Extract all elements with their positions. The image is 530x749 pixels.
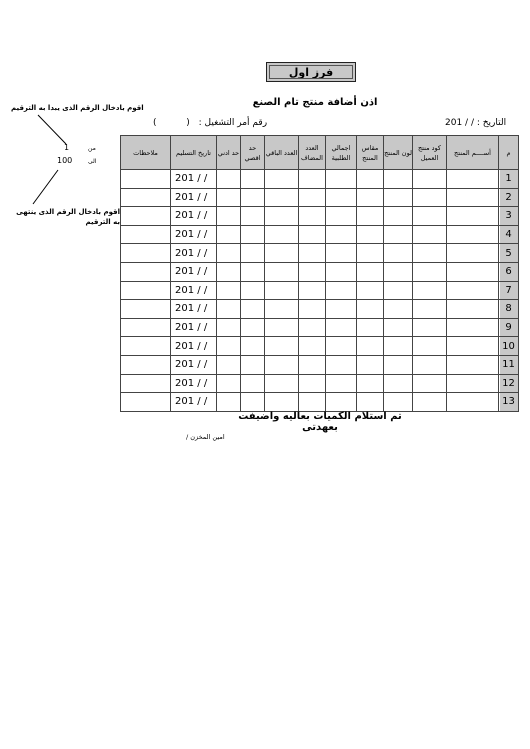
cell-color[interactable] [384,207,413,226]
cell-delivery-date[interactable]: 201 / / [171,318,217,337]
cell-notes[interactable] [121,393,171,412]
cell-delivery-date[interactable]: 201 / / [171,393,217,412]
form-title-box [266,62,356,82]
cell-added-qty[interactable] [299,225,326,244]
table-row [121,300,519,319]
cell-color[interactable] [384,337,413,356]
table-body [121,170,519,412]
cell-min-limit[interactable] [217,355,241,374]
cell-size[interactable] [357,207,384,226]
cell-total-qty[interactable] [326,225,357,244]
cell-total-qty[interactable] [326,207,357,226]
table-row [121,393,519,412]
cell-delivery-date[interactable]: 201 / / [171,337,217,356]
cell-product-name[interactable] [447,318,499,337]
table-row [121,337,519,356]
cell-delivery-date[interactable]: 201 / / [171,281,217,300]
table-header-row [121,136,519,170]
cell-total-qty[interactable] [326,318,357,337]
cell-max-limit[interactable] [241,207,265,226]
cell-min-limit[interactable] [217,207,241,226]
header-row-number: م [499,136,519,170]
cell-row-number: 13 [499,393,519,412]
from-value[interactable]: 1 [64,143,70,152]
cell-product-name[interactable] [447,207,499,226]
cell-client-code[interactable] [413,170,447,189]
cell-min-limit[interactable] [217,393,241,412]
cell-color[interactable] [384,262,413,281]
order-open-paren: ( [186,118,190,128]
order-number-title: رقم أمر التشغيل : [198,118,268,128]
cell-remaining[interactable] [265,355,299,374]
cell-added-qty[interactable] [299,244,326,263]
cell-added-qty[interactable] [299,393,326,412]
to-label: الى [88,158,97,165]
cell-added-qty[interactable] [299,318,326,337]
table-row [121,355,519,374]
cell-added-qty[interactable] [299,170,326,189]
table-row [121,374,519,393]
table-row [121,281,519,300]
cell-total-qty[interactable] [326,244,357,263]
storekeeper-signature: امين المخزن / [186,433,225,441]
cell-notes[interactable] [121,281,171,300]
cell-notes[interactable] [121,318,171,337]
cell-product-name[interactable] [447,355,499,374]
header-size: مقاس المنتج [357,136,384,170]
order-number-label [150,118,270,128]
from-label: من [88,145,96,152]
cell-total-qty[interactable] [326,300,357,319]
table-row [121,207,519,226]
cell-added-qty[interactable] [299,355,326,374]
cell-delivery-date[interactable]: 201 / / [171,262,217,281]
cell-product-name[interactable] [447,244,499,263]
cell-min-limit[interactable] [217,188,241,207]
cell-remaining[interactable] [265,170,299,189]
cell-max-limit[interactable] [241,300,265,319]
cell-notes[interactable] [121,207,171,226]
cell-remaining[interactable] [265,318,299,337]
cell-added-qty[interactable] [299,337,326,356]
cell-row-number: 5 [499,244,519,263]
cell-remaining[interactable] [265,262,299,281]
cell-size[interactable] [357,188,384,207]
cell-notes[interactable] [121,225,171,244]
form-heading: اذن أضافة منتج تام الصنع [252,97,378,108]
header-client-code: كود منتج العميل [413,136,447,170]
header-color: لون المنتج [384,136,413,170]
cell-row-number: 2 [499,188,519,207]
cell-max-limit[interactable] [241,262,265,281]
cell-color[interactable] [384,393,413,412]
cell-notes[interactable] [121,244,171,263]
cell-color[interactable] [384,188,413,207]
cell-size[interactable] [357,225,384,244]
cell-notes[interactable] [121,355,171,374]
cell-added-qty[interactable] [299,188,326,207]
cell-size[interactable] [357,281,384,300]
start-note-arrow [38,115,66,144]
cell-notes[interactable] [121,188,171,207]
cell-size[interactable] [357,170,384,189]
cell-notes[interactable] [121,170,171,189]
header-delivery-date: تاريخ التسليم [171,136,217,170]
cell-notes[interactable] [121,374,171,393]
cell-color[interactable] [384,318,413,337]
table-row [121,225,519,244]
cell-remaining[interactable] [265,188,299,207]
cell-min-limit[interactable] [217,170,241,189]
cell-client-code[interactable] [413,281,447,300]
cell-row-number: 4 [499,225,519,244]
cell-min-limit[interactable] [217,225,241,244]
cell-row-number: 12 [499,374,519,393]
cell-client-code[interactable] [413,374,447,393]
cell-total-qty[interactable] [326,374,357,393]
cell-row-number: 7 [499,281,519,300]
start-number-note: اقوم بادخال الرقم الذى يبدا به الترقيم [11,104,144,112]
cell-added-qty[interactable] [299,207,326,226]
cell-product-name[interactable] [447,393,499,412]
table-row [121,188,519,207]
header-total-qty: اجمالي الطلبية [326,136,357,170]
cell-client-code[interactable] [413,355,447,374]
table-row [121,318,519,337]
cell-remaining[interactable] [265,225,299,244]
cell-delivery-date[interactable]: 201 / / [171,188,217,207]
cell-client-code[interactable] [413,337,447,356]
cell-max-limit[interactable] [241,355,265,374]
cell-delivery-date[interactable]: 201 / / [171,207,217,226]
cell-size[interactable] [357,337,384,356]
annotation-arrows [0,0,130,230]
date-label: التاريخ : / / 201 [445,118,507,128]
cell-row-number: 3 [499,207,519,226]
cell-row-number: 11 [499,355,519,374]
cell-delivery-date[interactable]: 201 / / [171,374,217,393]
cell-size[interactable] [357,393,384,412]
cell-client-code[interactable] [413,244,447,263]
cell-min-limit[interactable] [217,318,241,337]
cell-remaining[interactable] [265,207,299,226]
receipt-statement: تم استلام الكميات بعاليه واضيفت بعهدتى [238,411,402,433]
cell-remaining[interactable] [265,244,299,263]
cell-max-limit[interactable] [241,170,265,189]
cell-notes[interactable] [121,262,171,281]
cell-product-name[interactable] [447,262,499,281]
cell-client-code[interactable] [413,188,447,207]
cell-client-code[interactable] [413,393,447,412]
cell-total-qty[interactable] [326,355,357,374]
end-note-arrow [33,170,58,204]
cell-size[interactable] [357,318,384,337]
cell-row-number: 8 [499,300,519,319]
cell-max-limit[interactable] [241,188,265,207]
cell-max-limit[interactable] [241,225,265,244]
cell-notes[interactable] [121,300,171,319]
cell-delivery-date[interactable]: 201 / / [171,355,217,374]
cell-delivery-date[interactable]: 201 / / [171,170,217,189]
cell-max-limit[interactable] [241,393,265,412]
cell-total-qty[interactable] [326,281,357,300]
cell-color[interactable] [384,225,413,244]
cell-remaining[interactable] [265,374,299,393]
cell-remaining[interactable] [265,281,299,300]
cell-total-qty[interactable] [326,337,357,356]
cell-added-qty[interactable] [299,374,326,393]
header-product-name: أســــم المنتج [447,136,499,170]
cell-client-code[interactable] [413,225,447,244]
cell-row-number: 6 [499,262,519,281]
cell-size[interactable] [357,300,384,319]
cell-remaining[interactable] [265,393,299,412]
cell-color[interactable] [384,170,413,189]
cell-added-qty[interactable] [299,262,326,281]
cell-total-qty[interactable] [326,188,357,207]
cell-row-number: 1 [499,170,519,189]
header-added-qty: العدد المضاف [299,136,326,170]
header-notes: ملاحظات [121,136,171,170]
cell-min-limit[interactable] [217,262,241,281]
cell-color[interactable] [384,300,413,319]
cell-min-limit[interactable] [217,374,241,393]
cell-min-limit[interactable] [217,281,241,300]
cell-max-limit[interactable] [241,337,265,356]
header-max-limit: حد اقصي [241,136,265,170]
cell-product-name[interactable] [447,281,499,300]
cell-added-qty[interactable] [299,300,326,319]
table-row [121,170,519,189]
header-min-limit: حد ادني [217,136,241,170]
cell-color[interactable] [384,244,413,263]
cell-client-code[interactable] [413,207,447,226]
table-row [121,244,519,263]
cell-min-limit[interactable] [217,244,241,263]
end-number-note: اقوم بادخال الرقم الذى ينتهى به الترقيم [16,208,120,226]
form-title: فرز اول [288,65,334,79]
cell-row-number: 9 [499,318,519,337]
cell-product-name[interactable] [447,300,499,319]
cell-color[interactable] [384,374,413,393]
cell-size[interactable] [357,374,384,393]
cell-color[interactable] [384,355,413,374]
cell-delivery-date[interactable]: 201 / / [171,244,217,263]
cell-total-qty[interactable] [326,262,357,281]
to-value[interactable]: 100 [57,156,73,165]
order-close-paren: ) [153,118,157,128]
cell-min-limit[interactable] [217,337,241,356]
cell-total-qty[interactable] [326,393,357,412]
cell-row-number: 10 [499,337,519,356]
cell-max-limit[interactable] [241,318,265,337]
cell-max-limit[interactable] [241,244,265,263]
cell-remaining[interactable] [265,337,299,356]
cell-added-qty[interactable] [299,281,326,300]
cell-notes[interactable] [121,337,171,356]
table-row [121,262,519,281]
cell-size[interactable] [357,262,384,281]
header-remaining: العدد الباقي [265,136,299,170]
cell-max-limit[interactable] [241,281,265,300]
cell-min-limit[interactable] [217,300,241,319]
cell-client-code[interactable] [413,300,447,319]
cell-delivery-date[interactable]: 201 / / [171,225,217,244]
products-table [120,135,519,412]
cell-total-qty[interactable] [326,170,357,189]
cell-product-name[interactable] [447,188,499,207]
cell-client-code[interactable] [413,262,447,281]
cell-product-name[interactable] [447,170,499,189]
cell-size[interactable] [357,355,384,374]
cell-product-name[interactable] [447,374,499,393]
cell-max-limit[interactable] [241,374,265,393]
cell-product-name[interactable] [447,225,499,244]
cell-remaining[interactable] [265,300,299,319]
cell-color[interactable] [384,281,413,300]
cell-product-name[interactable] [447,337,499,356]
cell-delivery-date[interactable]: 201 / / [171,300,217,319]
cell-size[interactable] [357,244,384,263]
cell-client-code[interactable] [413,318,447,337]
